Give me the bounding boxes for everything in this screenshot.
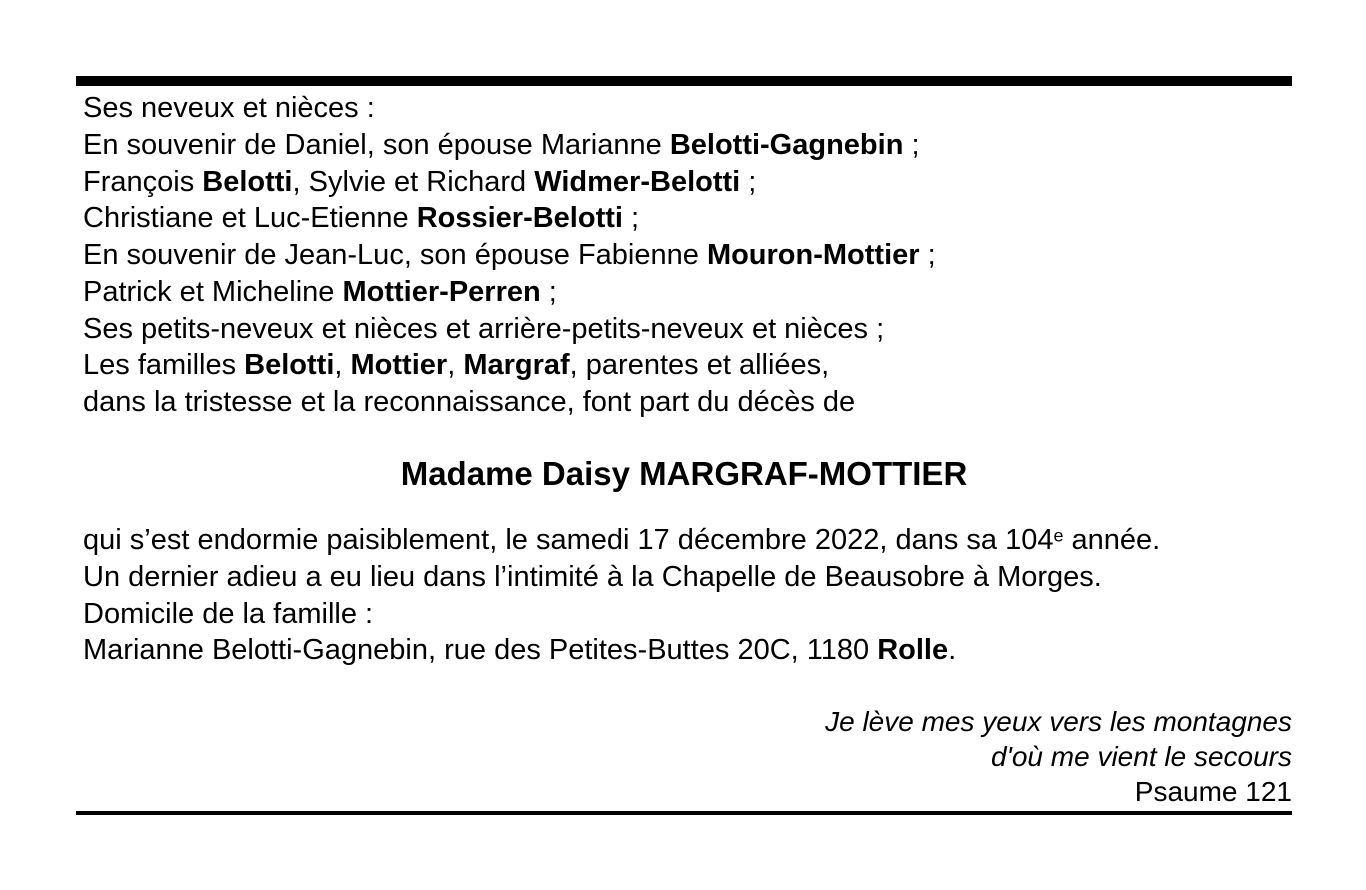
text-line: Domicile de la famille : — [83, 597, 374, 630]
text-line: Ses neveux et nièces : — [83, 92, 375, 124]
text-line: En souvenir de Jean-Luc, son épouse Fabienne Mouron-Mottier ; — [83, 239, 936, 271]
text-line: Christiane et Luc-Etienne Rossier-Belotti ; — [83, 202, 640, 235]
text-line: François Belotti, Sylvie et Richard Widmer-Belotti ; — [83, 165, 757, 198]
deceased-name: Madame Daisy MARGRAF-MOTTIER — [400, 455, 968, 492]
top-rule — [76, 76, 1292, 86]
psalm-quote — [825, 704, 1292, 809]
text-line: Patrick et Micheline Mottier-Perren ; — [83, 275, 557, 308]
text-line: dans la tristesse et la reconnaissance, font part du décès de — [83, 386, 856, 418]
text-line: Marianne Belotti-Gagnebin, rue des Petites-Buttes 20C, 1180 Rolle. — [83, 634, 957, 667]
text-line: En souvenir de Daniel, son épouse Marianne Belotti-Gagnebin ; — [83, 128, 920, 161]
bottom-rule — [76, 811, 1292, 815]
text-line: Les familles Belotti, Mottier, Margraf, parentes et alliées, — [83, 349, 830, 382]
quote-reference: Psaume 121 — [1134, 776, 1292, 807]
text-line: qui s’est endormie paisiblement, le samedi 17 décembre 2022, dans sa 104e année. — [83, 524, 1161, 556]
text-line: Un dernier adieu a eu lieu dans l’intimité à la Chapelle de Beausobre à Morges. — [83, 560, 1102, 593]
death-details — [83, 522, 1160, 669]
relatives-list — [83, 90, 936, 421]
quote-line-2: d'où me vient le secours — [990, 741, 1292, 772]
text-line: Ses petits-neveux et nièces et arrière-petits-neveux et nièces ; — [83, 312, 885, 345]
quote-line-1: Je lève mes yeux vers les montagnes — [825, 706, 1292, 737]
